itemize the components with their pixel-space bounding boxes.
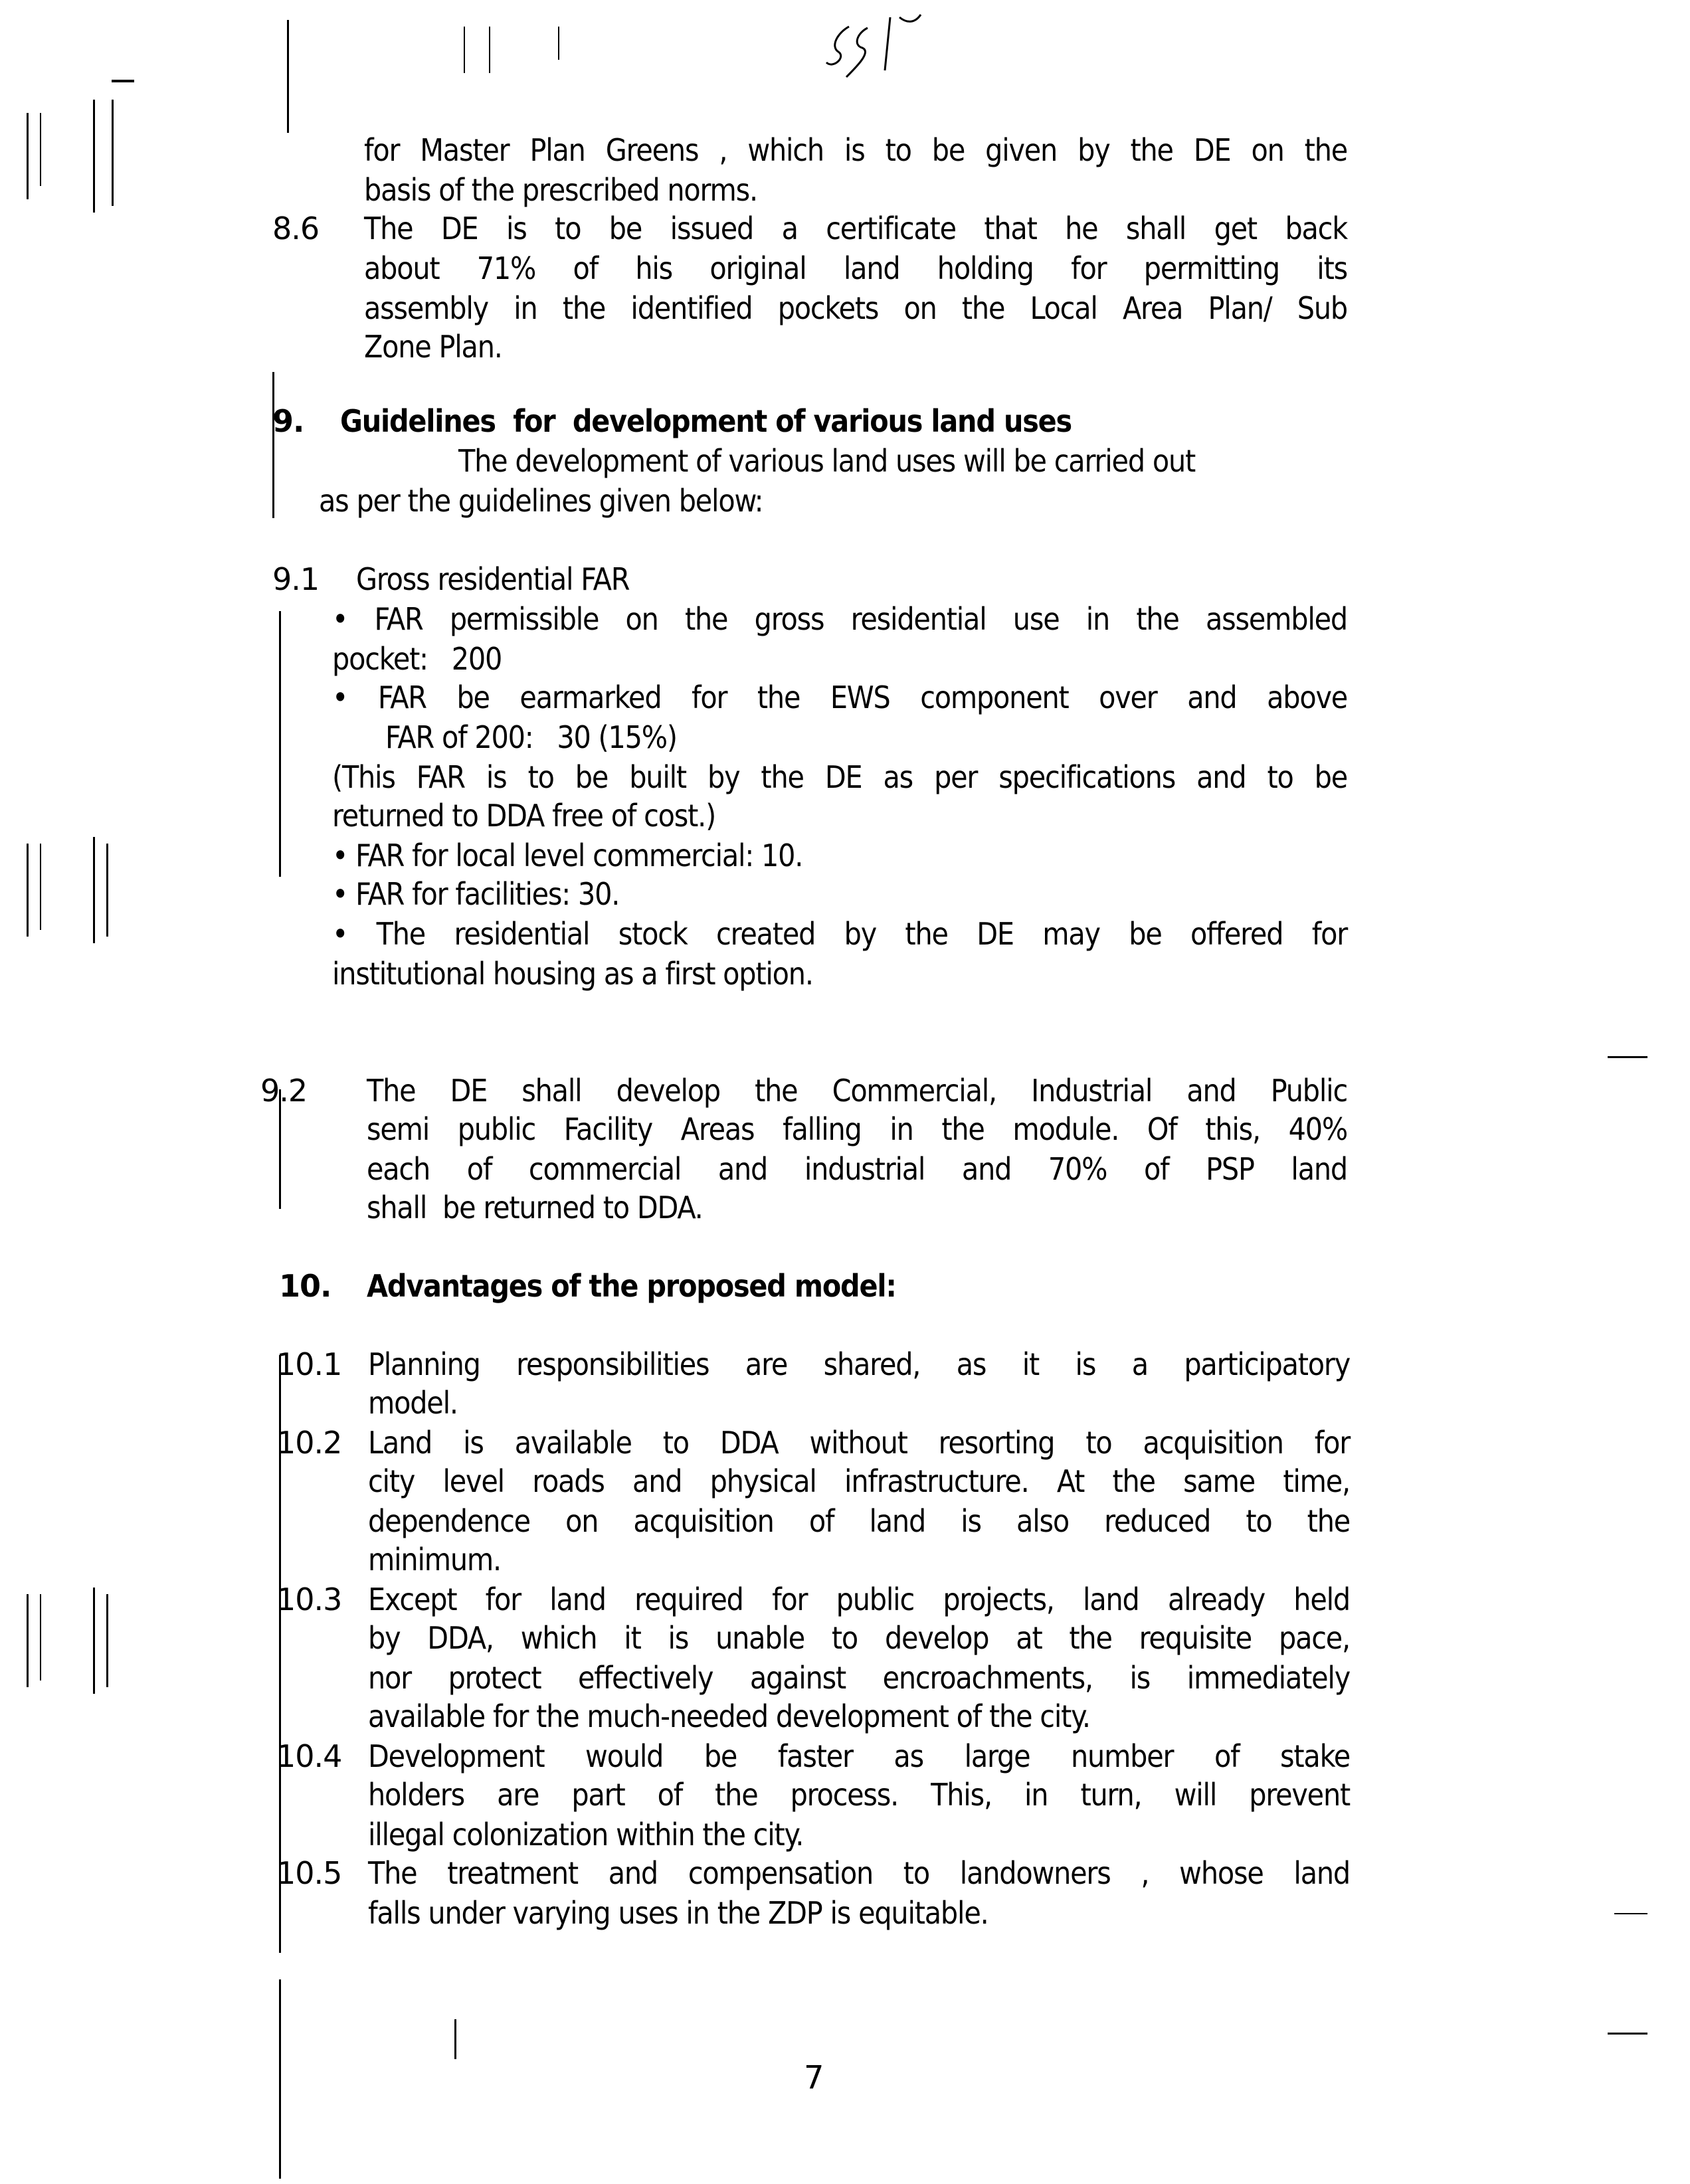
sec10-4-line-2: holders are part of the process. This, in turn, will prevent bbox=[368, 1777, 1350, 1813]
sec9-heading: Guidelines for development of various land uses bbox=[340, 403, 1072, 439]
sec10-3-line-2: by DDA, which it is unable to develop at the requisite pace, bbox=[368, 1620, 1350, 1656]
sec9-intro-line-1: The development of various land uses will be carried out bbox=[458, 443, 1196, 479]
sec10-5-number: 10.5 bbox=[276, 1855, 342, 1891]
sec10-heading: Advantages of the proposed model: bbox=[367, 1268, 896, 1304]
sec9-1-line-3: • FAR be earmarked for the EWS component over and above bbox=[332, 680, 1347, 715]
sec9-1-line-5: (This FAR is to be built by the DE as per specifications and to be bbox=[332, 759, 1347, 795]
sec10-2-line-4: minimum. bbox=[368, 1542, 501, 1578]
sec8-6-number: 8.6 bbox=[272, 211, 320, 246]
sec10-3-number: 10.3 bbox=[276, 1582, 342, 1617]
sec9-1-line-9: • The residential stock created by the DE may be offered for bbox=[332, 916, 1347, 952]
sec9-intro-line-2: as per the guidelines given below: bbox=[319, 483, 763, 519]
sec10-4-number: 10.4 bbox=[276, 1738, 342, 1774]
sec9-2-line-1: The DE shall develop the Commercial, Industrial and Public bbox=[367, 1073, 1347, 1109]
sec9-2-line-3: each of commercial and industrial and 70% of PSP land bbox=[367, 1151, 1347, 1187]
sec9-1-line-6: returned to DDA free of cost.) bbox=[332, 798, 716, 834]
sec8-6-line-3: assembly in the identified pockets on the Local Area Plan/ Sub bbox=[364, 290, 1347, 326]
sec10-3-line-4: available for the much-needed development of the city. bbox=[368, 1698, 1090, 1734]
sec10-2-line-3: dependence on acquisition of land is also reduced to the bbox=[368, 1503, 1350, 1539]
sec8-cont-line-2: basis of the prescribed norms. bbox=[364, 172, 757, 208]
sec8-6-line-2: about 71% of his original land holding for permitting its bbox=[364, 250, 1347, 286]
page-number: 7 bbox=[804, 2059, 824, 2096]
sec10-1-line-2: model. bbox=[368, 1385, 458, 1421]
sec8-6-line-1: The DE is to be issued a certificate that he shall get back bbox=[364, 211, 1347, 246]
sec10-2-line-1: Land is available to DDA without resorting to acquisition for bbox=[368, 1425, 1350, 1461]
handwritten-page-mark bbox=[824, 13, 970, 86]
sec9-1-line-7: • FAR for local level commercial: 10. bbox=[332, 838, 803, 873]
sec9-1-number: 9.1 bbox=[272, 561, 320, 597]
sec10-1-line-1: Planning responsibilities are shared, as it is a participatory bbox=[368, 1346, 1350, 1382]
sec9-1-line-10: institutional housing as a first option. bbox=[332, 956, 813, 992]
sec9-1-line-2: pocket: 200 bbox=[332, 641, 502, 677]
sec9-2-line-4: shall be returned to DDA. bbox=[367, 1190, 703, 1226]
sec10-3-line-1: Except for land required for public projects, land already held bbox=[368, 1582, 1350, 1617]
sec10-4-line-1: Development would be faster as large number of stake bbox=[368, 1738, 1350, 1774]
sec9-1-line-4: FAR of 200: 30 (15%) bbox=[385, 719, 677, 755]
sec10-number: 10. bbox=[279, 1268, 331, 1304]
sec9-1-line-8: • FAR for facilities: 30. bbox=[332, 876, 620, 912]
sec9-1-line-1: • FAR permissible on the gross residential use in the assembled bbox=[332, 601, 1347, 637]
sec9-2-line-2: semi public Facility Areas falling in the module. Of this, 40% bbox=[367, 1111, 1347, 1147]
sec8-cont-line-1: for Master Plan Greens , which is to be given by the DE on the bbox=[364, 132, 1347, 168]
sec9-number: 9. bbox=[272, 403, 304, 439]
sec10-3-line-3: nor protect effectively against encroachments, is immediately bbox=[368, 1660, 1350, 1696]
sec10-5-line-2: falls under varying uses in the ZDP is equitable. bbox=[368, 1895, 988, 1931]
sec10-1-number: 10.1 bbox=[276, 1346, 342, 1382]
sec10-2-line-2: city level roads and physical infrastructure. At the same time, bbox=[368, 1463, 1350, 1499]
sec9-1-title: Gross residential FAR bbox=[356, 561, 630, 597]
sec10-2-number: 10.2 bbox=[276, 1425, 342, 1461]
sec10-4-line-3: illegal colonization within the city. bbox=[368, 1817, 804, 1853]
sec10-5-line-1: The treatment and compensation to landowners , whose land bbox=[368, 1855, 1350, 1891]
sec9-2-number: 9.2 bbox=[260, 1073, 308, 1109]
sec8-6-line-4: Zone Plan. bbox=[364, 329, 502, 365]
